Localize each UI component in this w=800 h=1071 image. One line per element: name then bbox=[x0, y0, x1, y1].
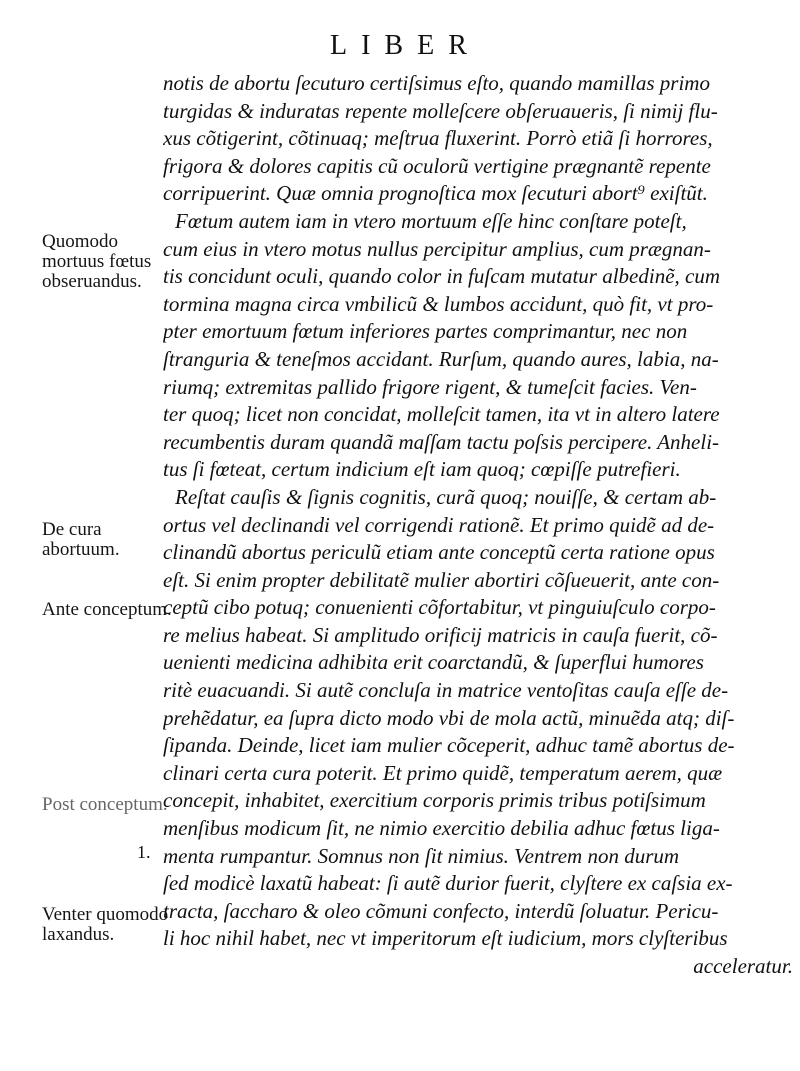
text-line: recumbentis duram quandã maſſam tactu poſsis percipere. Anheli- bbox=[163, 429, 720, 454]
text-line: menta rumpantur. Somnus non ſit nimius. Ventrem non durum bbox=[163, 843, 680, 868]
margin-note: Quomodo mortuus fœtus obseruandus. bbox=[42, 231, 152, 292]
text-line: clinandũ abortus periculũ etiam ante conceptũ certa ratione opus bbox=[163, 540, 715, 565]
text-line: ſed modicè laxatũ habeat: ſi autẽ durior fuerit, clyſtere ex caſsia ex- bbox=[163, 871, 733, 896]
text-line: ſipanda. Deinde, licet iam mulier cõceperit, adhuc tamẽ abortus de- bbox=[163, 733, 735, 758]
margin-note: De cura abortuum. bbox=[42, 519, 120, 560]
text-line: menſibus modicum ſit, ne nimio exercitio debilia adhuc fœtus liga- bbox=[163, 816, 720, 841]
body-text bbox=[163, 70, 793, 981]
text-line: uenienti medicina adhibita erit coarctandũ, & ſuperflui humores bbox=[163, 650, 704, 675]
text-line: xus cõtigerint, cõtinuaq; meſtrua fluxerint. Porrò etiã ſi horrores, bbox=[163, 126, 713, 151]
text-line: tracta, ſaccharo & oleo cõmuni confecto, interdũ ſoluatur. Pericu- bbox=[163, 898, 719, 923]
text-line: frigora & dolores capitis cũ oculorũ vertigine prægnantẽ repente bbox=[163, 153, 711, 178]
text-line: tus ſi fœteat, certum indicium eſt iam quoq; cœpiſſe putrefieri. bbox=[163, 457, 681, 482]
text-line: ritè euacuandi. Si autẽ concluſa in matrice ventoſitas cauſa eſſe de- bbox=[163, 678, 729, 703]
text-line: Reſtat cauſis & ſignis cognitis, curã quoq; nouiſſe, & certam ab- bbox=[175, 484, 717, 509]
text-line: li hoc nihil habet, nec vt imperitorum eſt iudicium, mors clyſteribus bbox=[163, 926, 728, 951]
margin-number: 1. bbox=[137, 842, 151, 862]
text-line: ceptũ cibo potuq; conuenienti cõfortabitur, vt pinguiuſculo corpo- bbox=[163, 595, 716, 620]
text-line: prehẽdatur, ea ſupra dicto modo vbi de mola actũ, minuẽda atq; diſ- bbox=[163, 705, 735, 730]
text-line: turgidas & induratas repente molleſcere obſeruaueris, ſi nimij flu- bbox=[163, 98, 718, 123]
text-line: acceleratur. bbox=[693, 954, 793, 978]
text-line: clinari certa cura poterit. Et primo quidẽ, temperatum aerem, quæ bbox=[163, 760, 723, 785]
text-line: notis de abortu ſecuturo certiſsimus eſto, quando mamillas primo bbox=[163, 71, 710, 95]
text-line: concepit, inhabitet, exercitium corporis primis tribus potiſsimum bbox=[163, 788, 706, 813]
text-line: re melius habeat. Si amplitudo orificij matricis in cauſa fuerit, cõ- bbox=[163, 622, 718, 647]
text-line: cum eius in vtero motus nullus percipitur amplius, cum prægnan- bbox=[163, 236, 711, 261]
margin-note: Venter quomodo laxandus. bbox=[42, 904, 169, 945]
text-line: tormina magna circa vmbilicũ & lumbos accidunt, quò fit, vt pro- bbox=[163, 291, 714, 316]
text-line: ortus vel declinandi vel corrigendi rationẽ. Et primo quidẽ ad de- bbox=[163, 512, 715, 537]
text-line: pter emortuum fœtum inferiores partes comprimantur, nec non bbox=[163, 319, 688, 344]
text-line: corripuerint. Quæ omnia prognoſtica mox ſecuturi abort⁹ exiſtũt. bbox=[163, 181, 708, 206]
text-line: ter quoq; licet non concidat, molleſcit tamen, ita vt in altero latere bbox=[163, 402, 720, 427]
running-header: LIBER bbox=[330, 30, 481, 61]
text-line: eſt. Si enim propter debilitatẽ mulier abortiri cõſueuerit, ante con- bbox=[163, 567, 720, 592]
text-line: tis concidunt oculi, quando color in fuſcam mutatur albedinẽ, cum bbox=[163, 264, 721, 289]
text-line: Fœtum autem iam in vtero mortuum eſſe hinc conſtare poteſt, bbox=[175, 208, 687, 233]
margin-note: Post conceptum. bbox=[42, 794, 168, 815]
text-line: ſtranguria & teneſmos accidant. Rurſum, quando aures, labia, na- bbox=[163, 346, 719, 371]
margin-note: Ante conceptum. bbox=[42, 599, 172, 620]
text-line: riumq; extremitas pallido frigore rigent, & tumeſcit facies. Ven- bbox=[163, 374, 697, 399]
